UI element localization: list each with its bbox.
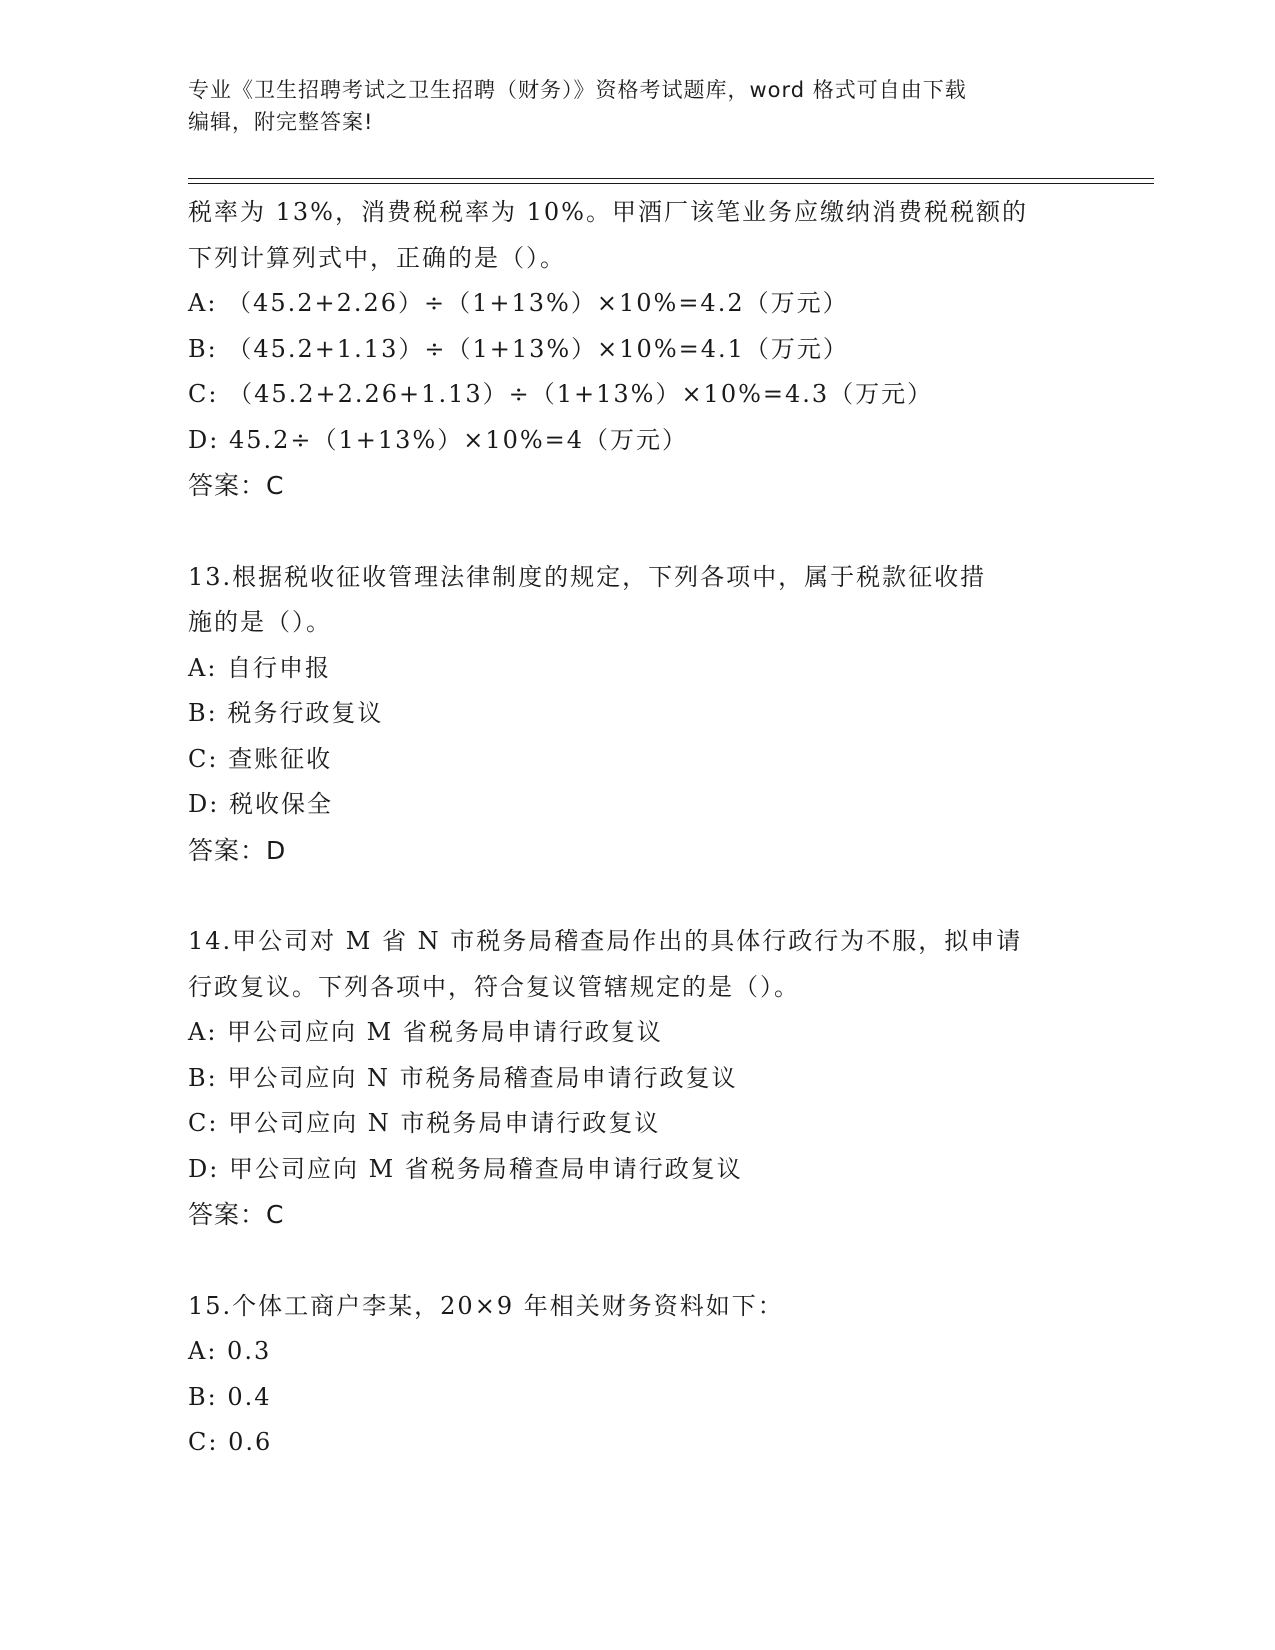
header-line-2: 编辑，附完整答案! — [188, 110, 374, 134]
option-c: C: 甲公司应向 N 市税务局申请行政复议 — [188, 1109, 661, 1137]
answer-label: 答案：D — [188, 835, 287, 865]
option-c: C: 查账征收 — [188, 744, 333, 773]
question-stem-line: 施的是（）。 — [188, 608, 332, 636]
question-list — [188, 190, 1088, 1466]
option-a: A: 甲公司应向 M 省税务局申请行政复议 — [188, 1018, 663, 1046]
question-13 — [188, 555, 1088, 874]
document-header — [188, 74, 1088, 138]
question-15 — [188, 1284, 1088, 1466]
option-b: B: 税务行政复议 — [188, 699, 384, 727]
option-b: B: （45.2+1.13）÷（1+13%）×10%=4.1（万元） — [188, 334, 849, 363]
option-a: A: 0.3 — [188, 1337, 272, 1365]
question-12 — [188, 190, 1088, 509]
question-stem-line: 14.甲公司对 M 省 N 市税务局稽查局作出的具体行政行为不服，拟申请 — [188, 927, 1023, 955]
option-a: A: 自行申报 — [188, 653, 332, 682]
question-stem-line: 行政复议。下列各项中，符合复议管辖规定的是（）。 — [188, 972, 800, 1001]
question-spacer — [188, 509, 1088, 555]
header-divider-bottom — [188, 183, 1154, 184]
header-line-1: 专业《卫生招聘考试之卫生招聘（财务）》资格考试题库，word 格式可自由下载 — [188, 78, 967, 102]
question-spacer — [188, 873, 1088, 919]
option-c: C: （45.2+2.26+1.13）÷（1+13%）×10%=4.3（万元） — [188, 380, 934, 408]
question-14 — [188, 919, 1088, 1238]
option-b: B: 0.4 — [188, 1382, 272, 1411]
question-stem-line: 13.根据税收征收管理法律制度的规定，下列各项中，属于税款征收措 — [188, 562, 987, 591]
question-stem-line: 15.个体工商户李某，20×9 年相关财务资料如下： — [188, 1291, 784, 1320]
question-stem-line: 税率为 13%，消费税税率为 10%。甲酒厂该笔业务应缴纳消费税税额的 — [188, 198, 1028, 226]
question-stem-line: 下列计算列式中，正确的是（）。 — [188, 243, 566, 272]
answer-label: 答案：C — [188, 471, 285, 500]
option-d: D: 税收保全 — [188, 790, 333, 818]
option-c: C: 0.6 — [188, 1428, 273, 1456]
header-divider-top — [188, 178, 1154, 179]
option-b: B: 甲公司应向 N 市税务局稽查局申请行政复议 — [188, 1063, 738, 1092]
option-d: D: 45.2÷（1+13%）×10%=4（万元） — [188, 425, 689, 454]
option-a: A: （45.2+2.26）÷（1+13%）×10%=4.2（万元） — [188, 289, 849, 317]
option-d: D: 甲公司应向 M 省税务局稽查局申请行政复议 — [188, 1154, 743, 1183]
answer-label: 答案：C — [188, 1200, 285, 1229]
question-spacer — [188, 1238, 1088, 1284]
